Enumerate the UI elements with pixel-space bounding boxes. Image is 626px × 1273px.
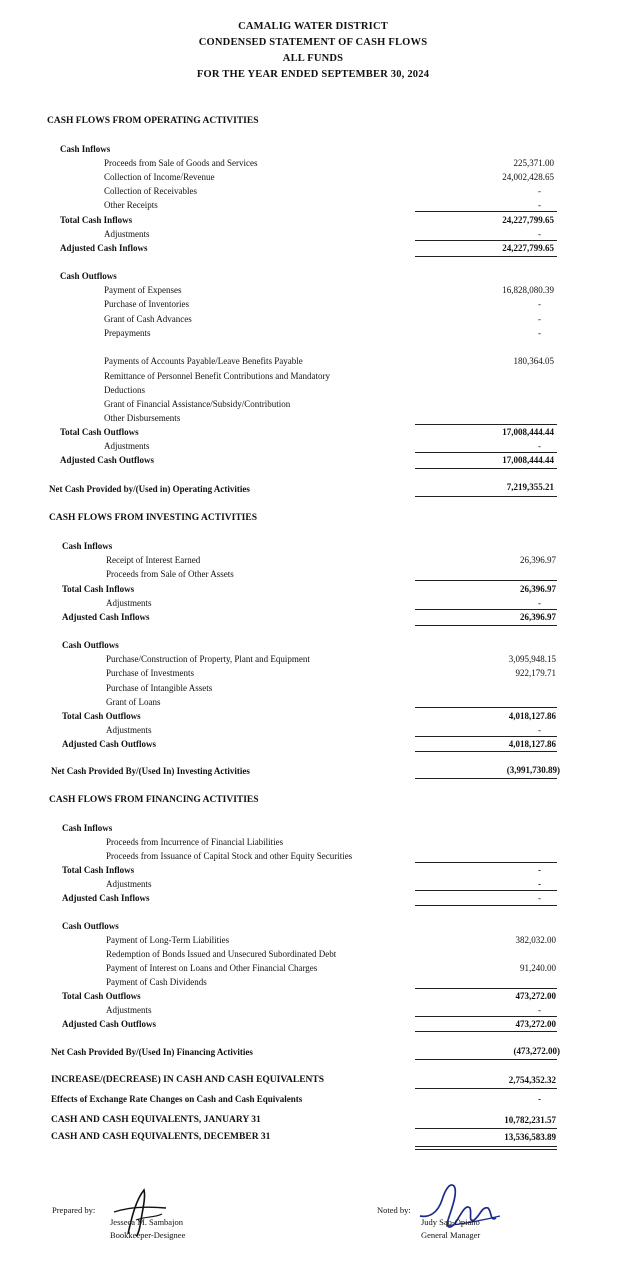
investing-outflows-label: Cash Outflows — [62, 640, 119, 650]
op-total-inflows-label: Total Cash Inflows — [60, 215, 133, 225]
op-ap-label: Payments of Accounts Payable/Leave Benefits Payable — [104, 356, 303, 366]
fin-adjustments2-value: - — [538, 1005, 541, 1015]
op-advances-label: Grant of Cash Advances — [104, 314, 192, 324]
inv-interest-value: 26,396.97 — [520, 555, 556, 565]
rule — [415, 240, 557, 241]
op-total-outflows-label: Total Cash Outflows — [60, 427, 139, 437]
fund-scope: ALL FUNDS — [282, 53, 344, 64]
rule — [415, 625, 557, 626]
inv-investments-value: 922,179.71 — [515, 668, 556, 678]
prepared-title: Bookkeeper-Designee — [110, 1230, 186, 1240]
inv-total-inflows-value: 26,396.97 — [520, 584, 556, 594]
op-adj-inflows-label: Adjusted Cash Inflows — [60, 243, 148, 253]
fin-net-label: Net Cash Provided By/(Used In) Financing Activities — [51, 1047, 253, 1057]
district-name: CAMALIG WATER DISTRICT — [238, 21, 388, 32]
fin-lt-liab-value: 382,032.00 — [515, 935, 556, 945]
inv-adjustments2-label: Adjustments — [106, 725, 152, 735]
fin-total-outflows-label: Total Cash Outflows — [62, 991, 141, 1001]
op-adj-outflows-value: 17,008,444.44 — [502, 455, 554, 465]
rule — [415, 1031, 557, 1032]
op-remit-label-cont: Deductions — [104, 385, 145, 395]
rule — [415, 424, 557, 425]
inv-loans-label: Grant of Loans — [106, 697, 161, 707]
inv-adj-outflows-label: Adjusted Cash Outflows — [62, 739, 157, 749]
operating-inflows-label: Cash Inflows — [60, 144, 111, 154]
inv-adj-inflows-value: 26,396.97 — [520, 612, 556, 622]
inv-interest-label: Receipt of Interest Earned — [106, 555, 201, 565]
op-other-disb-label: Other Disbursements — [104, 413, 181, 423]
inv-adjustments-label: Adjustments — [106, 598, 152, 608]
cash-january-value: 10,782,231.57 — [504, 1115, 556, 1125]
operating-outflows-label: Cash Outflows — [60, 271, 117, 281]
inv-total-outflows-value: 4,018,127.86 — [508, 711, 556, 721]
op-prepayments-value: - — [538, 328, 541, 338]
fin-lt-liab-label: Payment of Long-Term Liabilities — [106, 935, 230, 945]
operating-section-title: CASH FLOWS FROM OPERATING ACTIVITIES — [47, 116, 259, 126]
op-adj-outflows-label: Adjusted Cash Outflows — [60, 455, 155, 465]
fin-total-inflows-value: - — [538, 865, 541, 875]
fin-interest-value: 91,240.00 — [520, 963, 556, 973]
cash-january-label: CASH AND CASH EQUIVALENTS, JANUARY 31 — [51, 1115, 261, 1125]
fin-adjustments-value: - — [538, 879, 541, 889]
inv-total-outflows-label: Total Cash Outflows — [62, 711, 141, 721]
op-receivables-label: Collection of Receivables — [104, 186, 197, 196]
rule — [415, 1146, 557, 1147]
rule — [415, 890, 557, 891]
rule — [415, 1016, 557, 1017]
fin-adjustments-label: Adjustments — [106, 879, 152, 889]
fin-dividends-label: Payment of Cash Dividends — [106, 977, 207, 987]
op-sale-goods-value: 225,371.00 — [513, 158, 554, 168]
op-adjustments-label: Adjustments — [104, 229, 150, 239]
inv-adj-outflows-value: 4,018,127.86 — [508, 739, 556, 749]
cash-december-value: 13,536,583.89 — [504, 1132, 556, 1142]
rule — [415, 1149, 557, 1150]
op-inventories-label: Purchase of Inventories — [104, 299, 189, 309]
rule — [415, 496, 557, 497]
op-expenses-label: Payment of Expenses — [104, 285, 182, 295]
increase-value: 2,754,352.32 — [508, 1075, 556, 1085]
rule — [415, 452, 557, 453]
rule — [415, 862, 557, 863]
op-other-receipts-value: - — [538, 200, 541, 210]
op-net-label: Net Cash Provided by/(Used in) Operating Activities — [49, 484, 250, 494]
prepared-by-label: Prepared by: — [52, 1205, 96, 1215]
fin-adj-outflows-value: 473,272.00 — [515, 1019, 556, 1029]
fin-total-outflows-value: 473,272.00 — [515, 991, 556, 1001]
rule — [415, 211, 557, 212]
rule — [415, 580, 557, 581]
inv-investments-label: Purchase of Investments — [106, 668, 194, 678]
op-other-receipts-label: Other Receipts — [104, 200, 158, 210]
inv-ppe-label: Purchase/Construction of Property, Plant and Equipment — [106, 654, 310, 664]
inv-net-label: Net Cash Provided By/(Used In) Investing Activities — [51, 766, 250, 776]
fx-effects-value: - — [538, 1094, 541, 1104]
inv-adjustments2-value: - — [538, 725, 541, 735]
financing-section-title: CASH FLOWS FROM FINANCING ACTIVITIES — [49, 795, 259, 805]
op-total-inflows-value: 24,227,799.65 — [502, 215, 554, 225]
investing-inflows-label: Cash Inflows — [62, 541, 113, 551]
fin-liabilities-label: Proceeds from Incurrence of Financial Liabilities — [106, 837, 284, 847]
rule — [415, 778, 557, 779]
op-adjustments2-label: Adjustments — [104, 441, 150, 451]
fin-total-inflows-label: Total Cash Inflows — [62, 865, 135, 875]
inv-ppe-value: 3,095,948.15 — [508, 654, 556, 664]
fin-net-value: (473,272.00) — [513, 1046, 560, 1056]
noted-title: General Manager — [421, 1230, 481, 1240]
op-sale-goods-label: Proceeds from Sale of Goods and Services — [104, 158, 258, 168]
op-adjustments-value: - — [538, 229, 541, 239]
inv-adjustments-value: - — [538, 598, 541, 608]
rule — [415, 751, 557, 752]
rule — [415, 609, 557, 610]
rule — [415, 707, 557, 708]
inv-total-inflows-label: Total Cash Inflows — [62, 584, 135, 594]
fin-equity-label: Proceeds from Issuance of Capital Stock and other Equity Securities — [106, 851, 353, 861]
op-income-label: Collection of Income/Revenue — [104, 172, 215, 182]
fin-adj-inflows-value: - — [538, 893, 541, 903]
rule — [415, 1088, 557, 1089]
fin-adj-inflows-label: Adjusted Cash Inflows — [62, 893, 150, 903]
fin-adj-outflows-label: Adjusted Cash Outflows — [62, 1019, 157, 1029]
rule — [415, 1128, 557, 1129]
rule — [415, 988, 557, 989]
noted-by-label: Noted by: — [377, 1205, 411, 1215]
cash-december-label: CASH AND CASH EQUIVALENTS, DECEMBER 31 — [51, 1132, 271, 1142]
op-remit-label: Remittance of Personnel Benefit Contributions and Mandatory — [104, 371, 330, 381]
op-adj-inflows-value: 24,227,799.65 — [502, 243, 554, 253]
op-inventories-value: - — [538, 299, 541, 309]
financing-outflows-label: Cash Outflows — [62, 921, 119, 931]
op-expenses-value: 16,828,080.39 — [502, 285, 554, 295]
period-line: FOR THE YEAR ENDED SEPTEMBER 30, 2024 — [196, 69, 430, 80]
inv-intangible-label: Purchase of Intangible Assets — [106, 683, 213, 693]
inv-other-assets-label: Proceeds from Sale of Other Assets — [106, 569, 234, 579]
op-prepayments-label: Prepayments — [104, 328, 151, 338]
fx-effects-label: Effects of Exchange Rate Changes on Cash and Cash Equivalents — [51, 1094, 303, 1104]
fin-interest-label: Payment of Interest on Loans and Other Financial Charges — [106, 963, 318, 973]
op-advances-value: - — [538, 314, 541, 324]
rule — [415, 736, 557, 737]
op-total-outflows-value: 17,008,444.44 — [502, 427, 554, 437]
op-net-value: 7,219,355.21 — [506, 482, 554, 492]
prepared-name: Jesseca M. Sambajon — [110, 1217, 183, 1227]
increase-label: INCREASE/(DECREASE) IN CASH AND CASH EQUIVALENTS — [51, 1075, 325, 1085]
statement-title: CONDENSED STATEMENT OF CASH FLOWS — [198, 37, 428, 48]
op-receivables-value: - — [538, 186, 541, 196]
rule — [415, 1059, 557, 1060]
rule — [415, 256, 557, 257]
rule — [415, 905, 557, 906]
noted-name: Judy Sao-Opiano — [421, 1217, 480, 1227]
inv-adj-inflows-label: Adjusted Cash Inflows — [62, 612, 150, 622]
financing-inflows-label: Cash Inflows — [62, 823, 113, 833]
fin-adjustments2-label: Adjustments — [106, 1005, 152, 1015]
inv-net-value: (3,991,730.89) — [506, 765, 560, 775]
op-income-value: 24,002,428.65 — [502, 172, 554, 182]
op-adjustments2-value: - — [538, 441, 541, 451]
fin-bonds-label: Redemption of Bonds Issued and Unsecured Subordinated Debt — [106, 949, 337, 959]
investing-section-title: CASH FLOWS FROM INVESTING ACTIVITIES — [49, 513, 257, 523]
op-fin-assist-label: Grant of Financial Assistance/Subsidy/Contribution — [104, 399, 291, 409]
op-ap-value: 180,364.05 — [513, 356, 554, 366]
rule — [415, 468, 557, 469]
